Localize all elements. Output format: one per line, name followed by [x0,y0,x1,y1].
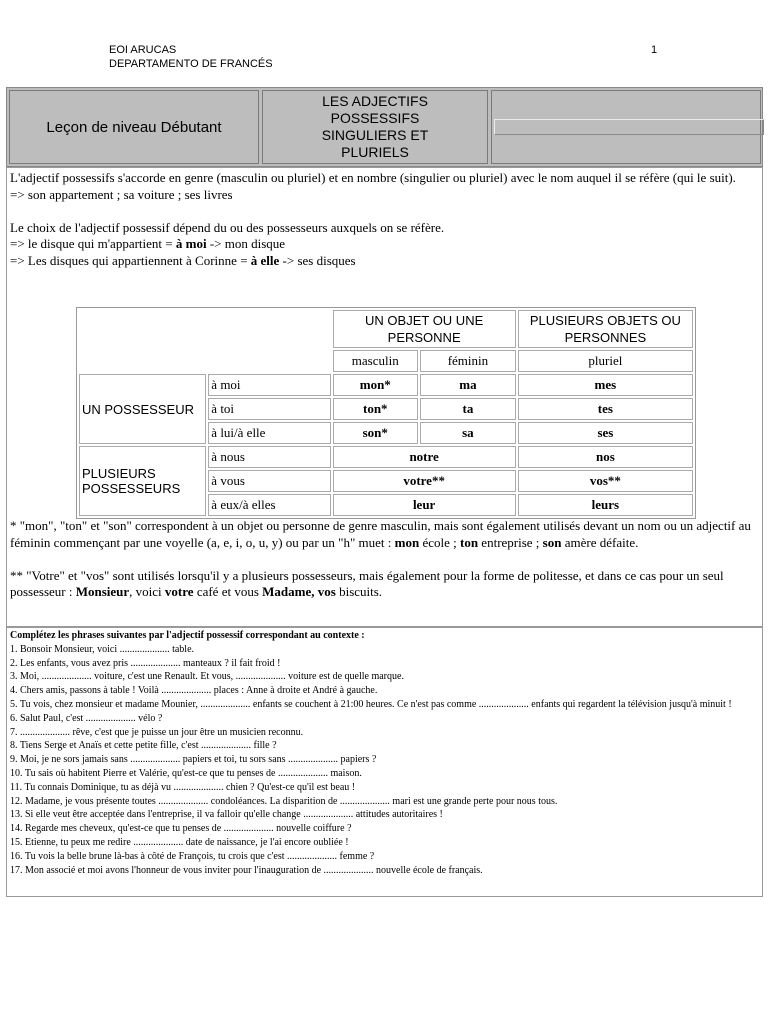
note-text: mère défaite. [570,534,639,550]
title-inner-field [494,119,764,135]
intro-example: => son appartement ; sa voiture ; ses livres [10,186,233,202]
lesson-title-line: POSSESSIFS [330,110,420,126]
school-name: EOI ARUCAS [109,44,177,56]
footnotes [10,518,762,601]
lesson-title-line: LES ADJECTIFS [322,93,428,109]
list-item: 13. Si elle veut être acceptée dans l'entreprise, il va falloir qu'elle change .................... attitudes autoritaires ! [10,809,443,821]
list-item: 8. Tiens Serge et Anaïs et cette petite fille, c'est .................... fille ? [10,740,277,752]
form-fem: sa [420,422,516,444]
example-text: => Les disques qui appartiennent à Corinne = [10,252,251,268]
example-text: -> ses disques [279,252,356,268]
form-plural: mes [518,374,693,396]
choice-example-1 [10,236,760,253]
note-bold: votre [164,584,194,599]
form-plural: ses [518,422,693,444]
note-text: e [478,534,488,550]
person-cell: à vous [208,470,330,492]
form-singular: votre** [333,470,516,492]
form-plural: leurs [518,494,693,516]
list-item: 16. Tu vois la belle brune là-bas à côté de François, tu crois que c'est .................... femme ? [10,850,375,862]
blank-cell [208,310,330,348]
note-text: café et vous [193,584,263,599]
exercise-box [6,627,763,897]
note-text: ** "Votre" et "vos" sont utilisés lorsqu'il y a plusieurs possesseurs, mais également pour la forme de politesse, et dans ce cas pour un seul possesseur : [10,567,724,599]
form-fem: ta [420,398,516,420]
table-row [79,446,693,468]
table-subheader-row [79,350,693,372]
list-item: 10. Tu sais où habitent Pierre et Valérie, qu'est-ce que tu penses de .................... maison. [10,767,362,779]
note-text: cole ; [428,534,460,550]
person-cell: à toi [208,398,330,420]
intro-paragraph: L'adjectif possessifs s'accorde en genre (masculin ou pluriel) et en nombre (singulier ou pluriel) avec le nom auquel il se réfère (qui le suit). [10,170,736,185]
list-item: 12. Madame, je vous présente toutes .................... condoléances. La disparition de .................... mari est une grande perte pour nous tous. [10,795,558,807]
possessive-table [76,307,696,519]
header-feminin: féminin [420,350,516,372]
blank-cell [79,350,206,372]
level-label: Leçon de niveau Débutant [46,118,222,136]
header-pluriel: pluriel [518,350,693,372]
department-name: DEPARTAMENTO DE FRANCÉS [109,58,273,70]
footnote-1 [10,518,762,551]
level-cell [9,90,259,164]
note-text: , voici [129,584,165,599]
lesson-title-cell [262,90,488,164]
spacer [10,551,762,568]
spacer [10,203,760,220]
group-one-possessor: UN POSSESSEUR [79,374,206,444]
note-bold: mon [394,534,420,550]
list-item: 11. Tu connais Dominique, tu as déjà vu .................... chien ? Qu'est-ce qu'il est beau ! [10,781,356,793]
example-text: => le disque qui m'appartient = [10,236,176,251]
header-many-objects: PLUSIEURS OBJETS OU PERSONNES [518,310,693,348]
note-bold: Monsieur [75,584,130,599]
title-banner [6,87,763,167]
form-masc: mon* [333,374,419,396]
intro-text [10,170,760,269]
list-item: 15. Etienne, tu peux me redire .................... date de naissance, je l'ai encore oubliée ! [10,836,349,848]
person-cell: à moi [208,374,330,396]
title-empty-cell [491,90,761,164]
lesson-body [6,167,763,627]
form-fem: ma [420,374,516,396]
lesson-title-line: PLURIELS [341,144,409,160]
lesson-title [322,93,429,161]
list-item: 9. Moi, je ne sors jamais sans .................... papiers et toi, tu sors sans .................... papiers ? [10,754,377,766]
exercise-title: Complétez les phrases suivantes par l'adjectif possessif correspondant au contexte : [10,630,365,641]
example-text: -> mon disque [206,236,286,251]
table-header-row [79,310,693,348]
exercise-list [10,643,760,878]
header-masculin: masculin [333,350,419,372]
list-item: 17. Mon associé et moi avons l'honneur de vous inviter pour l'inauguration de .................... nouvelle école de français. [10,864,483,876]
note-bold: son [542,534,562,550]
blank-cell [79,310,206,348]
person-cell: à lui/à elle [208,422,330,444]
note-bold: Madame, vos [262,584,336,599]
form-plural: vos** [518,470,693,492]
note-text: a [561,534,571,550]
list-item: 1. Bonsoir Monsieur, voici .................... table. [10,643,195,655]
example-bold: à moi [175,236,207,251]
header-one-object: UN OBJET OU UNE PERSONNE [333,310,516,348]
list-item: 5. Tu vois, chez monsieur et madame Mounier, .................... enfants se couchent à 21:00 heures. Ce n'est pas comme .................... enfants qui regardent la télévision jusqu'à minuit ! [10,698,732,710]
choice-example-2 [10,253,760,270]
note-text: * "mon", "ton" et "son" correspondent à un objet ou personne de genre masculin, mais sont également utilisés devant un nom ou un adjectif au féminin commençant par une voyelle (a, e, i, o, u, y) ou par un "h" muet : [10,518,751,550]
form-singular: leur [333,494,516,516]
list-item: 7. .................... rêve, c'est que je puisse un jour être un musicien reconnu. [10,726,304,738]
form-masc: son* [333,422,419,444]
form-masc: ton* [333,398,419,420]
blank-cell [208,350,330,372]
person-cell: à nous [208,446,330,468]
choice-paragraph: Le choix de l'adjectif possessif dépend du ou des possesseurs auxquels on se réfère. [10,219,445,235]
note-text: biscuits. [335,584,383,599]
form-plural: nos [518,446,693,468]
form-singular: notre [333,446,516,468]
group-many-possessors: PLUSIEURS POSSESSEURS [79,446,206,516]
list-item: 4. Chers amis, passons à table ! Voilà .................... places : Anne à droite et André à gauche. [10,685,378,697]
exercise [10,629,760,877]
list-item: 14. Regarde mes cheveux, qu'est-ce que tu penses de .................... nouvelle coiffure ? [10,823,352,835]
table-row [79,374,693,396]
page-number: 1 [651,44,658,56]
footnote-2 [10,568,762,601]
page-header [109,43,273,71]
list-item: 3. Moi, .................... voiture, c'est une Renault. Et vous, .................... voiture est de quelle marque. [10,671,404,683]
list-item: 2. Les enfants, vous avez pris .................... manteaux ? il fait froid ! [10,657,281,669]
lesson-title-line: SINGULIERS ET [321,127,429,143]
note-bold: ton [459,534,479,550]
form-plural: tes [518,398,693,420]
note-text: ntreprise ; [487,534,543,550]
list-item: 6. Salut Paul, c'est .................... vélo ? [10,712,163,724]
example-bold: à elle [250,252,280,268]
note-text: é [419,534,429,550]
person-cell: à eux/à elles [208,494,330,516]
